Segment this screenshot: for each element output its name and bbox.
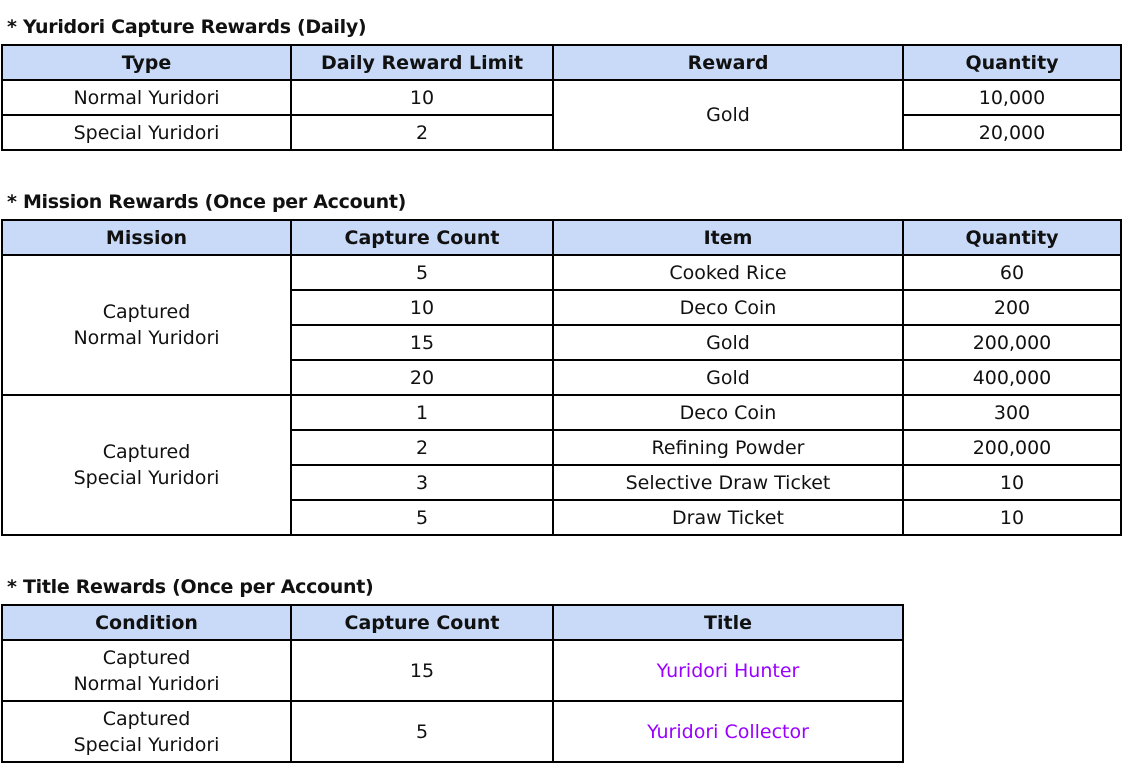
item-cell: Draw Ticket bbox=[553, 500, 903, 535]
column-header: Capture Count bbox=[291, 605, 553, 640]
mission-label-line: Normal Yuridori bbox=[73, 327, 220, 349]
table-row bbox=[2, 255, 1121, 290]
column-header: Quantity bbox=[903, 45, 1121, 80]
reward-cell: Gold bbox=[553, 80, 903, 150]
column-header: Mission bbox=[2, 220, 291, 255]
quantity-cell: 20,000 bbox=[903, 115, 1121, 150]
table-header-row bbox=[2, 220, 1121, 255]
quantity-cell: 300 bbox=[903, 395, 1121, 430]
quantity-cell: 200,000 bbox=[903, 325, 1121, 360]
column-header: Reward bbox=[553, 45, 903, 80]
item-cell: Gold bbox=[553, 325, 903, 360]
title-rewards-table bbox=[1, 604, 904, 763]
column-header: Item bbox=[553, 220, 903, 255]
count-cell: 15 bbox=[291, 325, 553, 360]
title-cell: Yuridori Hunter bbox=[553, 640, 903, 701]
condition-label-line: Normal Yuridori bbox=[73, 672, 220, 695]
quantity-cell: 200,000 bbox=[903, 430, 1121, 465]
column-header: Title bbox=[553, 605, 903, 640]
table-row bbox=[2, 701, 903, 762]
table-header-row bbox=[2, 45, 1121, 80]
count-cell: 10 bbox=[291, 290, 553, 325]
mission-rewards-heading: * Mission Rewards (Once per Account) bbox=[7, 191, 406, 213]
column-header: Condition bbox=[2, 605, 291, 640]
quantity-cell: 200 bbox=[903, 290, 1121, 325]
mission-label-line: Special Yuridori bbox=[73, 467, 220, 489]
quantity-cell: 10 bbox=[903, 465, 1121, 500]
column-header: Capture Count bbox=[291, 220, 553, 255]
item-cell: Selective Draw Ticket bbox=[553, 465, 903, 500]
type-cell: Normal Yuridori bbox=[2, 80, 291, 115]
quantity-cell: 10,000 bbox=[903, 80, 1121, 115]
mission-label-line: Captured bbox=[102, 301, 191, 323]
count-cell: 5 bbox=[291, 255, 553, 290]
condition-label-line: Special Yuridori bbox=[73, 733, 220, 756]
count-cell: 5 bbox=[291, 701, 553, 762]
count-cell: 3 bbox=[291, 465, 553, 500]
column-header: Quantity bbox=[903, 220, 1121, 255]
limit-cell: 10 bbox=[291, 80, 553, 115]
type-cell: Special Yuridori bbox=[2, 115, 291, 150]
item-cell: Deco Coin bbox=[553, 395, 903, 430]
table-header-row bbox=[2, 605, 903, 640]
count-cell: 2 bbox=[291, 430, 553, 465]
title-rewards-heading: * Title Rewards (Once per Account) bbox=[7, 576, 374, 598]
item-cell: Deco Coin bbox=[553, 290, 903, 325]
table-row bbox=[2, 640, 903, 701]
count-cell: 15 bbox=[291, 640, 553, 701]
item-cell: Cooked Rice bbox=[553, 255, 903, 290]
column-header: Daily Reward Limit bbox=[291, 45, 553, 80]
quantity-cell: 60 bbox=[903, 255, 1121, 290]
mission-rewards-table bbox=[1, 219, 1122, 536]
condition-label-line: Captured bbox=[102, 707, 191, 730]
condition-cell bbox=[2, 640, 291, 701]
count-cell: 20 bbox=[291, 360, 553, 395]
condition-cell bbox=[2, 701, 291, 762]
mission-label-line: Captured bbox=[102, 441, 191, 463]
item-cell: Gold bbox=[553, 360, 903, 395]
count-cell: 1 bbox=[291, 395, 553, 430]
capture-rewards-heading: * Yuridori Capture Rewards (Daily) bbox=[7, 16, 367, 38]
column-header: Type bbox=[2, 45, 291, 80]
quantity-cell: 10 bbox=[903, 500, 1121, 535]
title-cell: Yuridori Collector bbox=[553, 701, 903, 762]
condition-label-line: Captured bbox=[102, 646, 191, 669]
mission-cell bbox=[2, 395, 291, 535]
capture-rewards-table bbox=[1, 44, 1122, 151]
quantity-cell: 400,000 bbox=[903, 360, 1121, 395]
mission-cell bbox=[2, 255, 291, 395]
table-row bbox=[2, 395, 1121, 430]
item-cell: Refining Powder bbox=[553, 430, 903, 465]
limit-cell: 2 bbox=[291, 115, 553, 150]
count-cell: 5 bbox=[291, 500, 553, 535]
table-row bbox=[2, 80, 1121, 115]
